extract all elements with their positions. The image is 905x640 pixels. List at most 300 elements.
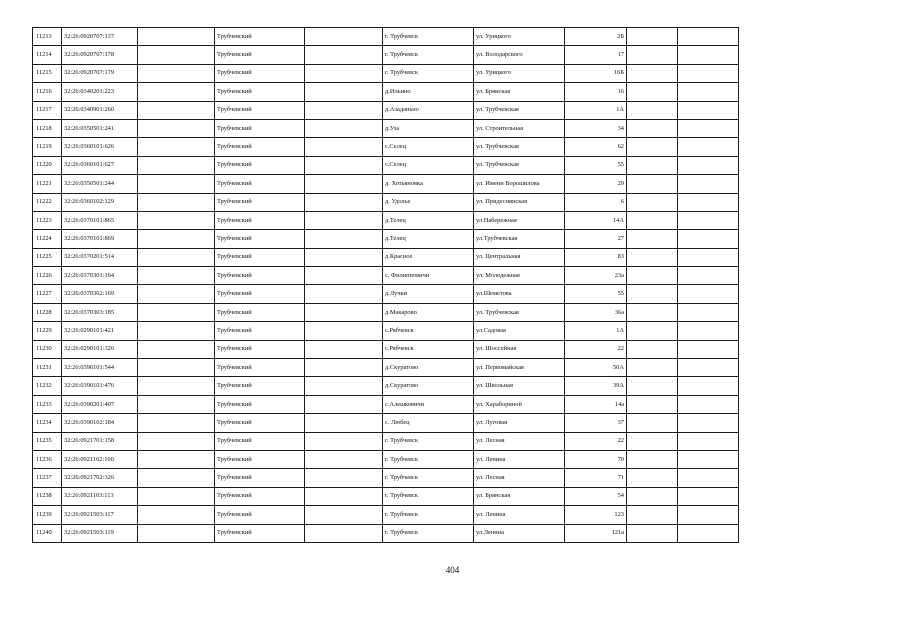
- settlement-cell: д.Телец: [383, 230, 474, 248]
- settlement-cell: д. Удолье: [383, 193, 474, 211]
- cadastral-number-cell: 32:26:0390102:184: [62, 414, 138, 432]
- table-row: [33, 193, 739, 211]
- settlement-cell: г. Трубчевск: [383, 450, 474, 468]
- empty-cell: [138, 506, 215, 524]
- street-cell: ул. Центральная: [474, 248, 565, 266]
- settlement-cell: г. Трубчевск: [383, 46, 474, 64]
- empty-cell: [305, 469, 383, 487]
- street-cell: ул.Трубчевская: [474, 230, 565, 248]
- empty-cell: [678, 211, 739, 229]
- empty-cell: [678, 395, 739, 413]
- cadastral-number-cell: 32:26:0360101:626: [62, 138, 138, 156]
- settlement-cell: г. Трубчевск: [383, 469, 474, 487]
- table-row: [33, 395, 739, 413]
- empty-cell: [138, 359, 215, 377]
- empty-cell: [627, 175, 678, 193]
- empty-cell: [627, 359, 678, 377]
- empty-cell: [627, 156, 678, 174]
- empty-cell: [678, 248, 739, 266]
- empty-cell: [138, 156, 215, 174]
- street-cell: ул. Лесная: [474, 432, 565, 450]
- empty-cell: [138, 285, 215, 303]
- street-cell: ул. Придеснянская: [474, 193, 565, 211]
- cadastral-number-cell: 32:26:0290101:326: [62, 340, 138, 358]
- empty-cell: [305, 64, 383, 82]
- table-row: [33, 248, 739, 266]
- district-cell: Трубчевский: [215, 46, 305, 64]
- empty-cell: [305, 101, 383, 119]
- settlement-cell: с.Селец: [383, 156, 474, 174]
- table-row: [33, 340, 739, 358]
- empty-cell: [305, 248, 383, 266]
- table-row: [33, 377, 739, 395]
- street-cell: ул. Харабориной: [474, 395, 565, 413]
- settlement-cell: д.Азаданьно: [383, 101, 474, 119]
- settlement-cell: г. Трубчевск: [383, 487, 474, 505]
- empty-cell: [678, 119, 739, 137]
- empty-cell: [678, 340, 739, 358]
- empty-cell: [305, 193, 383, 211]
- cadastral-number-cell: 32:26:0920707:178: [62, 46, 138, 64]
- settlement-cell: д.Скуратово: [383, 359, 474, 377]
- house-number-cell: 71: [565, 469, 627, 487]
- empty-cell: [138, 450, 215, 468]
- empty-cell: [627, 487, 678, 505]
- street-cell: ул. Молодежная: [474, 267, 565, 285]
- empty-cell: [138, 46, 215, 64]
- empty-cell: [138, 119, 215, 137]
- empty-cell: [678, 83, 739, 101]
- empty-cell: [678, 450, 739, 468]
- district-cell: Трубчевский: [215, 193, 305, 211]
- street-cell: ул. Ленина: [474, 506, 565, 524]
- empty-cell: [627, 46, 678, 64]
- empty-cell: [627, 101, 678, 119]
- empty-cell: [678, 432, 739, 450]
- house-number-cell: 6: [565, 193, 627, 211]
- empty-cell: [627, 211, 678, 229]
- row-number-cell: 11227: [33, 285, 62, 303]
- cadastral-number-cell: 32:26:0290101:421: [62, 322, 138, 340]
- house-number-cell: 54: [565, 487, 627, 505]
- empty-cell: [305, 450, 383, 468]
- empty-cell: [138, 469, 215, 487]
- empty-cell: [305, 175, 383, 193]
- row-number-cell: 11216: [33, 83, 62, 101]
- cadastral-number-cell: 32:26:0360101:627: [62, 156, 138, 174]
- empty-cell: [305, 395, 383, 413]
- settlement-cell: д.Лучки: [383, 285, 474, 303]
- settlement-cell: г. Трубчевск: [383, 506, 474, 524]
- empty-cell: [627, 524, 678, 542]
- empty-cell: [305, 83, 383, 101]
- empty-cell: [627, 230, 678, 248]
- cadastral-number-cell: 32:26:0370301:164: [62, 267, 138, 285]
- row-number-cell: 11219: [33, 138, 62, 156]
- empty-cell: [305, 524, 383, 542]
- street-cell: ул. Лесная: [474, 469, 565, 487]
- district-cell: Трубчевский: [215, 506, 305, 524]
- cadastral-number-cell: 32:26:0921102:100: [62, 450, 138, 468]
- row-number-cell: 11235: [33, 432, 62, 450]
- empty-cell: [627, 322, 678, 340]
- district-cell: Трубчевский: [215, 322, 305, 340]
- row-number-cell: 11231: [33, 359, 62, 377]
- district-cell: Трубчевский: [215, 359, 305, 377]
- empty-cell: [138, 28, 215, 46]
- empty-cell: [305, 359, 383, 377]
- district-cell: Трубчевский: [215, 248, 305, 266]
- empty-cell: [305, 119, 383, 137]
- row-number-cell: 11223: [33, 211, 62, 229]
- district-cell: Трубчевский: [215, 285, 305, 303]
- empty-cell: [678, 193, 739, 211]
- table-row: [33, 303, 739, 321]
- row-number-cell: 11224: [33, 230, 62, 248]
- empty-cell: [305, 303, 383, 321]
- empty-cell: [627, 303, 678, 321]
- empty-cell: [678, 322, 739, 340]
- empty-cell: [627, 340, 678, 358]
- empty-cell: [678, 377, 739, 395]
- empty-cell: [627, 395, 678, 413]
- table-row: [33, 28, 739, 46]
- empty-cell: [305, 46, 383, 64]
- empty-cell: [678, 230, 739, 248]
- street-cell: ул. Строительная: [474, 119, 565, 137]
- settlement-cell: г. Трубчевск: [383, 524, 474, 542]
- row-number-cell: 11229: [33, 322, 62, 340]
- street-cell: ул. Брянская: [474, 83, 565, 101]
- settlement-cell: с.Рябчевск: [383, 340, 474, 358]
- page-number: 404: [445, 565, 460, 575]
- empty-cell: [305, 211, 383, 229]
- empty-cell: [678, 487, 739, 505]
- row-number-cell: 11238: [33, 487, 62, 505]
- empty-cell: [627, 138, 678, 156]
- cadastral-number-cell: 32:26:0350501:244: [62, 175, 138, 193]
- empty-cell: [678, 359, 739, 377]
- empty-cell: [678, 46, 739, 64]
- cadastral-number-cell: 32:26:0921103:113: [62, 487, 138, 505]
- row-number-cell: 11240: [33, 524, 62, 542]
- table-row: [33, 83, 739, 101]
- empty-cell: [305, 138, 383, 156]
- house-number-cell: 16Б: [565, 64, 627, 82]
- cadastral-number-cell: 32:26:0921503:117: [62, 506, 138, 524]
- district-cell: Трубчевский: [215, 469, 305, 487]
- street-cell: ул. Трубчевская: [474, 138, 565, 156]
- empty-cell: [138, 432, 215, 450]
- cadastral-number-cell: 32:26:0390101:476: [62, 377, 138, 395]
- table-row: [33, 211, 739, 229]
- table-row: [33, 524, 739, 542]
- empty-cell: [627, 377, 678, 395]
- empty-cell: [678, 267, 739, 285]
- empty-cell: [678, 64, 739, 82]
- street-cell: ул. Трубчевская: [474, 101, 565, 119]
- cadastral-number-cell: 32:26:0920707:137: [62, 28, 138, 46]
- cadastral-number-cell: 32:26:0370201:514: [62, 248, 138, 266]
- cadastral-number-cell: 32:26:0390201:407: [62, 395, 138, 413]
- district-cell: Трубчевский: [215, 377, 305, 395]
- street-cell: ул. Трубчевская: [474, 156, 565, 174]
- empty-cell: [305, 28, 383, 46]
- settlement-cell: д.Ильино: [383, 83, 474, 101]
- row-number-cell: 11233: [33, 395, 62, 413]
- table-row: [33, 487, 739, 505]
- street-cell: ул. Имени Ворошилова: [474, 175, 565, 193]
- district-cell: Трубчевский: [215, 524, 305, 542]
- settlement-cell: г. Трубчевск: [383, 28, 474, 46]
- house-number-cell: 36а: [565, 303, 627, 321]
- empty-cell: [627, 450, 678, 468]
- empty-cell: [305, 340, 383, 358]
- empty-cell: [678, 175, 739, 193]
- empty-cell: [678, 156, 739, 174]
- settlement-cell: д.Скуратово: [383, 377, 474, 395]
- row-number-cell: 11214: [33, 46, 62, 64]
- empty-cell: [138, 175, 215, 193]
- empty-cell: [627, 432, 678, 450]
- row-number-cell: 11226: [33, 267, 62, 285]
- empty-cell: [627, 267, 678, 285]
- empty-cell: [627, 64, 678, 82]
- table-row: [33, 156, 739, 174]
- district-cell: Трубчевский: [215, 340, 305, 358]
- district-cell: Трубчевский: [215, 450, 305, 468]
- empty-cell: [305, 322, 383, 340]
- table-row: [33, 119, 739, 137]
- district-cell: Трубчевский: [215, 119, 305, 137]
- street-cell: ул. Володарского: [474, 46, 565, 64]
- table-row: [33, 175, 739, 193]
- empty-cell: [305, 377, 383, 395]
- empty-cell: [305, 432, 383, 450]
- house-number-cell: 37: [565, 414, 627, 432]
- empty-cell: [678, 28, 739, 46]
- street-cell: ул. Луговая: [474, 414, 565, 432]
- street-cell: ул. Брянская: [474, 487, 565, 505]
- house-number-cell: 123: [565, 506, 627, 524]
- cadastral-number-cell: 32:26:0350501:241: [62, 119, 138, 137]
- table-row: [33, 46, 739, 64]
- table-row: [33, 450, 739, 468]
- cadastral-number-cell: 32:26:0920707:179: [62, 64, 138, 82]
- table-row: [33, 322, 739, 340]
- empty-cell: [305, 506, 383, 524]
- empty-cell: [627, 506, 678, 524]
- empty-cell: [305, 156, 383, 174]
- street-cell: ул. Урицкого: [474, 28, 565, 46]
- empty-cell: [138, 248, 215, 266]
- settlement-cell: с.Селец: [383, 138, 474, 156]
- house-number-cell: 55: [565, 156, 627, 174]
- district-cell: Трубчевский: [215, 101, 305, 119]
- street-cell: ул. Шоссейная: [474, 340, 565, 358]
- empty-cell: [138, 193, 215, 211]
- empty-cell: [305, 285, 383, 303]
- table-row: [33, 138, 739, 156]
- cadastral-number-cell: 32:26:0370101:865: [62, 211, 138, 229]
- empty-cell: [138, 414, 215, 432]
- empty-cell: [138, 211, 215, 229]
- cadastral-number-cell: 32:26:0921503:119: [62, 524, 138, 542]
- empty-cell: [138, 340, 215, 358]
- house-number-cell: 17: [565, 46, 627, 64]
- district-cell: Трубчевский: [215, 156, 305, 174]
- settlement-cell: д.Уза: [383, 119, 474, 137]
- house-number-cell: 121а: [565, 524, 627, 542]
- settlement-cell: д.Телец: [383, 211, 474, 229]
- empty-cell: [138, 395, 215, 413]
- cadastral-number-cell: 32:26:0921702:326: [62, 469, 138, 487]
- house-number-cell: 16: [565, 83, 627, 101]
- empty-cell: [138, 230, 215, 248]
- cadastral-number-cell: 32:26:0340901:260: [62, 101, 138, 119]
- row-number-cell: 11221: [33, 175, 62, 193]
- row-number-cell: 11217: [33, 101, 62, 119]
- row-number-cell: 11236: [33, 450, 62, 468]
- district-cell: Трубчевский: [215, 303, 305, 321]
- empty-cell: [627, 83, 678, 101]
- house-number-cell: 83: [565, 248, 627, 266]
- empty-cell: [305, 414, 383, 432]
- house-number-cell: 50А: [565, 359, 627, 377]
- row-number-cell: 11232: [33, 377, 62, 395]
- street-cell: ул. Школьная: [474, 377, 565, 395]
- district-cell: Трубчевский: [215, 83, 305, 101]
- row-number-cell: 11220: [33, 156, 62, 174]
- street-cell: ул.Ленина: [474, 524, 565, 542]
- table-row: [33, 506, 739, 524]
- district-cell: Трубчевский: [215, 395, 305, 413]
- district-cell: Трубчевский: [215, 64, 305, 82]
- empty-cell: [305, 230, 383, 248]
- row-number-cell: 11225: [33, 248, 62, 266]
- settlement-cell: д.Макарово: [383, 303, 474, 321]
- house-number-cell: 34: [565, 119, 627, 137]
- empty-cell: [678, 414, 739, 432]
- row-number-cell: 11213: [33, 28, 62, 46]
- empty-cell: [138, 377, 215, 395]
- row-number-cell: 11222: [33, 193, 62, 211]
- empty-cell: [627, 469, 678, 487]
- empty-cell: [678, 524, 739, 542]
- district-cell: Трубчевский: [215, 211, 305, 229]
- settlement-cell: д.Красное: [383, 248, 474, 266]
- district-cell: Трубчевский: [215, 230, 305, 248]
- empty-cell: [305, 487, 383, 505]
- empty-cell: [138, 267, 215, 285]
- house-number-cell: 27: [565, 230, 627, 248]
- house-number-cell: 55: [565, 285, 627, 303]
- cadastral-number-cell: 32:26:0360102:129: [62, 193, 138, 211]
- table-row: [33, 101, 739, 119]
- empty-cell: [627, 193, 678, 211]
- house-number-cell: 29: [565, 175, 627, 193]
- empty-cell: [627, 28, 678, 46]
- settlement-cell: с.Алешковичи: [383, 395, 474, 413]
- street-cell: ул. Урицкого: [474, 64, 565, 82]
- empty-cell: [138, 524, 215, 542]
- empty-cell: [627, 248, 678, 266]
- row-number-cell: 11239: [33, 506, 62, 524]
- table-row: [33, 414, 739, 432]
- empty-cell: [138, 322, 215, 340]
- settlement-cell: г. Трубчевск: [383, 64, 474, 82]
- district-cell: Трубчевский: [215, 432, 305, 450]
- house-number-cell: 14а: [565, 395, 627, 413]
- house-number-cell: 70: [565, 450, 627, 468]
- settlement-cell: с.Рябчевск: [383, 322, 474, 340]
- row-number-cell: 11215: [33, 64, 62, 82]
- table-row: [33, 469, 739, 487]
- district-cell: Трубчевский: [215, 175, 305, 193]
- row-number-cell: 11218: [33, 119, 62, 137]
- empty-cell: [678, 469, 739, 487]
- empty-cell: [138, 138, 215, 156]
- table-row: [33, 230, 739, 248]
- property-register-table: [32, 27, 739, 543]
- empty-cell: [678, 285, 739, 303]
- row-number-cell: 11230: [33, 340, 62, 358]
- empty-cell: [138, 64, 215, 82]
- house-number-cell: 39А: [565, 377, 627, 395]
- cadastral-number-cell: 32:26:0390101:544: [62, 359, 138, 377]
- house-number-cell: 22: [565, 432, 627, 450]
- empty-cell: [138, 101, 215, 119]
- row-number-cell: 11234: [33, 414, 62, 432]
- house-number-cell: 23а: [565, 267, 627, 285]
- district-cell: Трубчевский: [215, 487, 305, 505]
- table-row: [33, 359, 739, 377]
- row-number-cell: 11228: [33, 303, 62, 321]
- empty-cell: [627, 414, 678, 432]
- empty-cell: [678, 138, 739, 156]
- house-number-cell: 14А: [565, 211, 627, 229]
- settlement-cell: д. Хотьяновка: [383, 175, 474, 193]
- street-cell: ул. Трубчевская: [474, 303, 565, 321]
- house-number-cell: 62: [565, 138, 627, 156]
- district-cell: Трубчевский: [215, 267, 305, 285]
- settlement-cell: с. Любец: [383, 414, 474, 432]
- district-cell: Трубчевский: [215, 28, 305, 46]
- house-number-cell: 1А: [565, 101, 627, 119]
- house-number-cell: 2Б: [565, 28, 627, 46]
- empty-cell: [138, 487, 215, 505]
- empty-cell: [678, 101, 739, 119]
- house-number-cell: 22: [565, 340, 627, 358]
- empty-cell: [678, 303, 739, 321]
- street-cell: ул. Ленина: [474, 450, 565, 468]
- empty-cell: [138, 303, 215, 321]
- street-cell: ул. Первомайская: [474, 359, 565, 377]
- empty-cell: [305, 267, 383, 285]
- empty-cell: [678, 506, 739, 524]
- row-number-cell: 11237: [33, 469, 62, 487]
- table-row: [33, 64, 739, 82]
- street-cell: ул.Садовая: [474, 322, 565, 340]
- district-cell: Трубчевский: [215, 138, 305, 156]
- cadastral-number-cell: 32:26:0370302:169: [62, 285, 138, 303]
- cadastral-number-cell: 32:26:0370303:185: [62, 303, 138, 321]
- settlement-cell: с. Филипповичи: [383, 267, 474, 285]
- empty-cell: [138, 83, 215, 101]
- district-cell: Трубчевский: [215, 414, 305, 432]
- table-row: [33, 267, 739, 285]
- settlement-cell: г. Трубчевск: [383, 432, 474, 450]
